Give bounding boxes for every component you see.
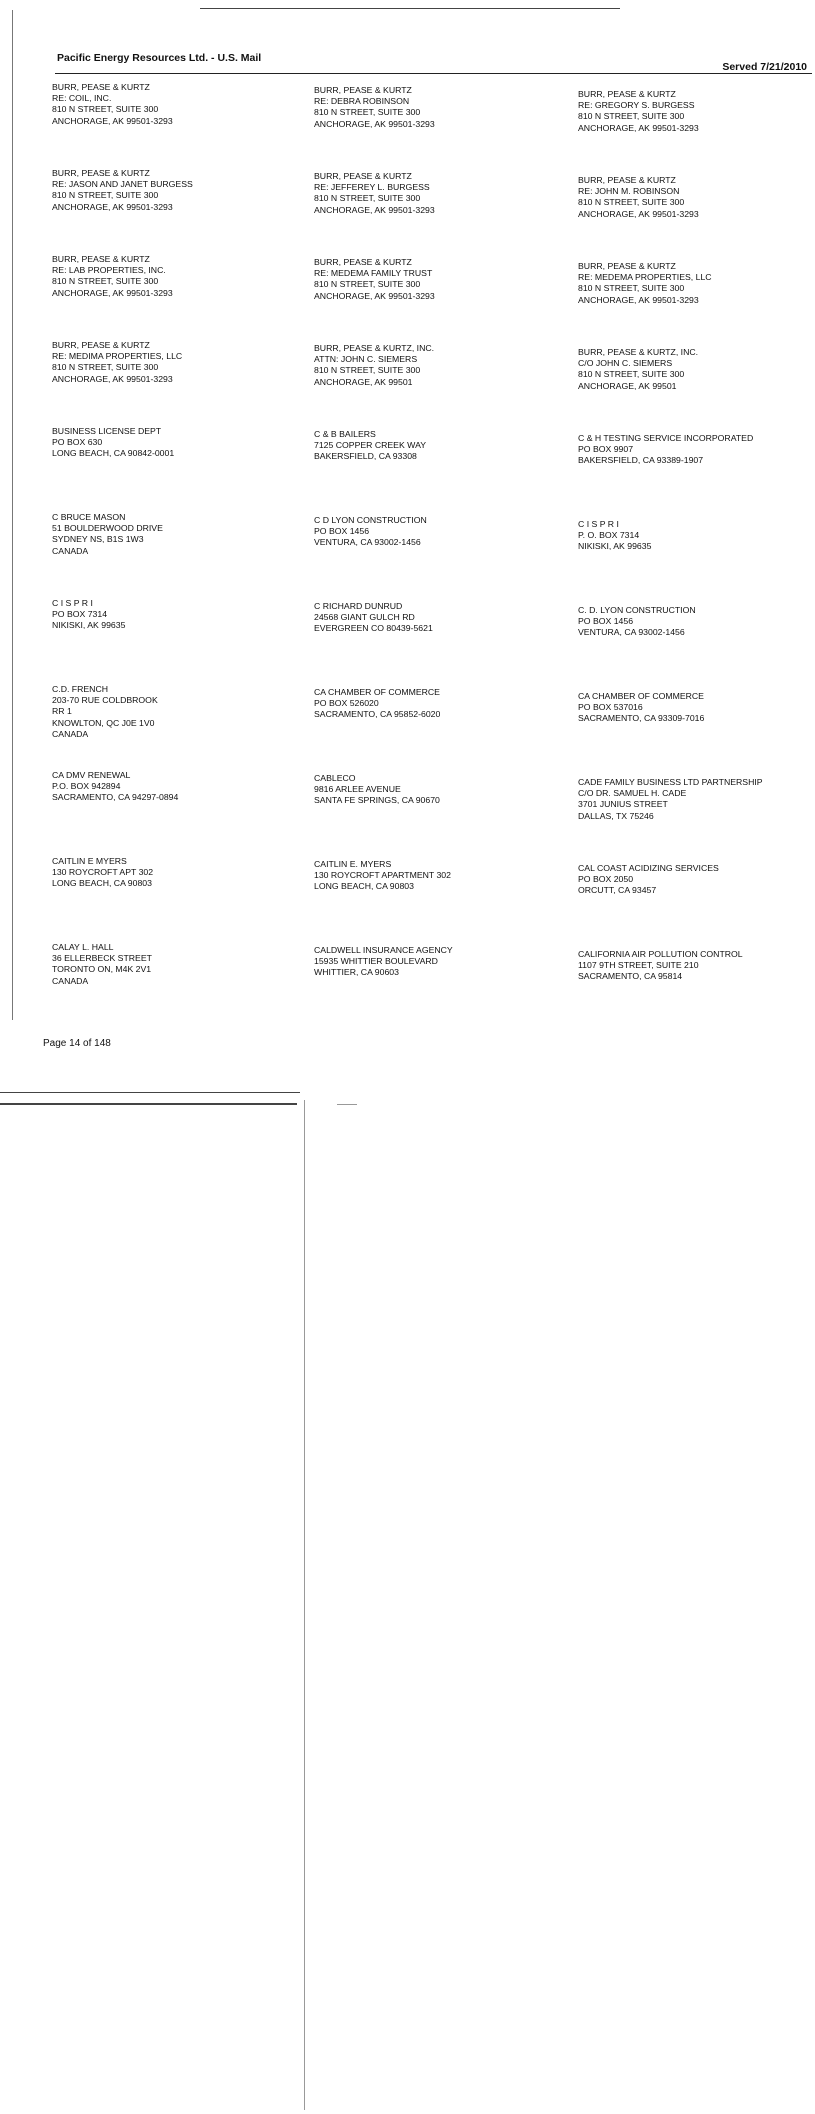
address-line: BURR, PEASE & KURTZ: [52, 340, 150, 350]
address-line: C I S P R I: [52, 598, 93, 608]
address-line: BURR, PEASE & KURTZ: [578, 89, 676, 99]
address-line: CAITLIN E. MYERS: [314, 859, 392, 869]
address-block: [578, 510, 812, 596]
address-line: RE: COIL, INC.: [52, 93, 112, 104]
address-block: [52, 338, 314, 424]
address-line: RE: JASON AND JANET BURGESS: [52, 179, 193, 190]
address-line: 810 N STREET, SUITE 300: [314, 107, 421, 118]
address-line: C & B BAILERS: [314, 429, 376, 439]
address-line: RE: JEFFEREY L. BURGESS: [314, 182, 430, 193]
scan-top-rule: [200, 8, 620, 9]
address-line: SACRAMENTO, CA 94297-0894: [52, 792, 179, 803]
address-line: P.O. BOX 942894: [52, 781, 121, 792]
address-line: C/O DR. SAMUEL H. CADE: [578, 788, 687, 799]
document-title: Pacific Energy Resources Ltd. - U.S. Mail: [57, 52, 262, 64]
address-line: BURR, PEASE & KURTZ: [314, 171, 412, 181]
address-line: CA CHAMBER OF COMMERCE: [314, 687, 440, 697]
address-line: RE: DEBRA ROBINSON: [314, 96, 410, 107]
page-number: Page 14 of 148: [43, 1038, 111, 1049]
address-line: C D LYON CONSTRUCTION: [314, 515, 427, 525]
address-line: ANCHORAGE, AK 99501-3293: [52, 201, 173, 212]
address-line: VENTURA, CA 93002-1456: [578, 627, 685, 638]
address-block: [578, 768, 812, 854]
address-line: BURR, PEASE & KURTZ: [578, 261, 676, 271]
address-line: C. D. LYON CONSTRUCTION: [578, 605, 696, 615]
address-line: C/O JOHN C. SIEMERS: [578, 358, 673, 369]
address-block: [578, 424, 812, 510]
address-line: 810 N STREET, SUITE 300: [314, 279, 421, 290]
address-line: 810 N STREET, SUITE 300: [314, 365, 421, 376]
address-block: [314, 596, 578, 682]
address-line: CADE FAMILY BUSINESS LTD PARTNERSHIP: [578, 777, 763, 787]
address-block: [314, 252, 578, 338]
address-line: PO BOX 630: [52, 437, 103, 448]
address-line: KNOWLTON, QC J0E 1V0: [52, 717, 155, 728]
address-grid: [52, 80, 812, 1026]
address-line: EVERGREEN CO 80439-5621: [314, 623, 433, 634]
address-line: SACRAMENTO, CA 95852-6020: [314, 709, 441, 720]
address-line: BURR, PEASE & KURTZ, INC.: [578, 347, 699, 357]
address-line: 810 N STREET, SUITE 300: [578, 283, 685, 294]
address-line: C.D. FRENCH: [52, 684, 108, 694]
address-line: BURR, PEASE & KURTZ: [52, 82, 150, 92]
address-block: [578, 854, 812, 940]
address-block: [578, 338, 812, 424]
address-line: BURR, PEASE & KURTZ: [52, 254, 150, 264]
address-line: LONG BEACH, CA 90803: [52, 878, 152, 889]
address-line: 7125 COPPER CREEK WAY: [314, 440, 427, 451]
address-line: P. O. BOX 7314: [578, 530, 640, 541]
address-line: RE: JOHN M. ROBINSON: [578, 186, 680, 197]
address-line: CALAY L. HALL: [52, 942, 114, 952]
address-line: BAKERSFIELD, CA 93389-1907: [578, 455, 704, 466]
address-line: RR 1: [52, 706, 72, 717]
address-line: ANCHORAGE, AK 99501-3293: [578, 122, 699, 133]
address-block: [314, 768, 578, 854]
address-block: [52, 424, 314, 510]
address-line: NIKISKI, AK 99635: [52, 620, 126, 631]
address-line: RE: GREGORY S. BURGESS: [578, 100, 695, 111]
address-block: [52, 940, 314, 1026]
address-line: SACRAMENTO, CA 95814: [578, 971, 683, 982]
address-line: ANCHORAGE, AK 99501-3293: [578, 294, 699, 305]
address-block: [578, 80, 812, 166]
address-block: [578, 166, 812, 252]
address-line: ANCHORAGE, AK 99501-3293: [314, 290, 435, 301]
scan-fold-rule-left: [0, 1092, 300, 1093]
address-line: 3701 JUNIUS STREET: [578, 799, 668, 810]
address-line: PO BOX 537016: [578, 702, 643, 713]
served-date: Served 7/21/2010: [722, 61, 807, 73]
address-line: RE: LAB PROPERTIES, INC.: [52, 265, 166, 276]
address-line: BURR, PEASE & KURTZ: [578, 175, 676, 185]
address-line: 51 BOULDERWOOD DRIVE: [52, 523, 163, 534]
address-block: [578, 252, 812, 338]
address-line: CAL COAST ACIDIZING SERVICES: [578, 863, 719, 873]
scan-small-mark: [337, 1104, 357, 1105]
address-line: ANCHORAGE, AK 99501: [578, 380, 677, 391]
address-block: [314, 166, 578, 252]
address-line: ANCHORAGE, AK 99501-3293: [52, 115, 173, 126]
address-block: [52, 596, 314, 682]
address-line: ANCHORAGE, AK 99501-3293: [52, 373, 173, 384]
address-line: BAKERSFIELD, CA 93308: [314, 451, 417, 462]
address-line: 24568 GIANT GULCH RD: [314, 612, 415, 623]
scan-fold-rule-left-2: [0, 1103, 297, 1105]
address-line: RE: MEDEMA FAMILY TRUST: [314, 268, 433, 279]
address-line: PO BOX 1456: [314, 526, 370, 537]
address-line: 130 ROYCROFT APARTMENT 302: [314, 870, 451, 881]
scan-vertical-crease: [304, 1100, 305, 2110]
address-line: 130 ROYCROFT APT 302: [52, 867, 154, 878]
address-line: SYDNEY NS, B1S 1W3: [52, 534, 144, 545]
address-line: LONG BEACH, CA 90842-0001: [52, 448, 175, 459]
address-line: CABLECO: [314, 773, 356, 783]
address-block: [314, 80, 578, 166]
address-line: BURR, PEASE & KURTZ, INC.: [314, 343, 435, 353]
address-block: [52, 166, 314, 252]
address-line: BURR, PEASE & KURTZ: [314, 257, 412, 267]
address-line: CANADA: [52, 728, 89, 739]
address-block: [52, 252, 314, 338]
address-line: LONG BEACH, CA 90803: [314, 881, 414, 892]
address-line: 810 N STREET, SUITE 300: [52, 190, 159, 201]
address-line: ORCUTT, CA 93457: [578, 885, 657, 896]
address-line: 810 N STREET, SUITE 300: [578, 369, 685, 380]
address-line: CANADA: [52, 975, 89, 986]
address-line: PO BOX 526020: [314, 698, 379, 709]
address-block: [578, 596, 812, 682]
address-line: ANCHORAGE, AK 99501-3293: [314, 204, 435, 215]
address-line: 810 N STREET, SUITE 300: [52, 104, 159, 115]
address-line: 810 N STREET, SUITE 300: [578, 197, 685, 208]
address-block: [314, 940, 578, 1026]
scan-left-edge: [12, 10, 13, 1020]
address-line: NIKISKI, AK 99635: [578, 541, 652, 552]
address-line: BURR, PEASE & KURTZ: [314, 85, 412, 95]
address-line: CA CHAMBER OF COMMERCE: [578, 691, 704, 701]
address-block: [52, 510, 314, 596]
address-line: 810 N STREET, SUITE 300: [52, 362, 159, 373]
address-block: [578, 682, 812, 768]
address-line: BUSINESS LICENSE DEPT: [52, 426, 162, 436]
address-line: 810 N STREET, SUITE 300: [52, 276, 159, 287]
address-line: RE: MEDEMA PROPERTIES, LLC: [578, 272, 712, 283]
address-line: C & H TESTING SERVICE INCORPORATED: [578, 433, 754, 443]
address-line: PO BOX 7314: [52, 609, 108, 620]
address-block: [314, 510, 578, 596]
address-line: C BRUCE MASON: [52, 512, 126, 522]
address-line: PO BOX 9907: [578, 444, 634, 455]
address-line: ANCHORAGE, AK 99501-3293: [52, 287, 173, 298]
address-line: WHITTIER, CA 90603: [314, 967, 399, 978]
address-line: ANCHORAGE, AK 99501-3293: [314, 118, 435, 129]
address-line: VENTURA, CA 93002-1456: [314, 537, 421, 548]
address-block: [314, 338, 578, 424]
address-line: C I S P R I: [578, 519, 619, 529]
address-block: [52, 854, 314, 940]
address-line: 203-70 RUE COLDBROOK: [52, 695, 158, 706]
address-line: CAITLIN E MYERS: [52, 856, 127, 866]
address-line: CALDWELL INSURANCE AGENCY: [314, 945, 453, 955]
address-block: [52, 682, 314, 768]
address-line: ANCHORAGE, AK 99501: [314, 376, 413, 387]
address-block: [52, 768, 314, 854]
address-line: ATTN: JOHN C. SIEMERS: [314, 354, 418, 365]
address-line: 810 N STREET, SUITE 300: [578, 111, 685, 122]
address-line: 15935 WHITTIER BOULEVARD: [314, 956, 438, 967]
address-line: PO BOX 2050: [578, 874, 634, 885]
address-line: BURR, PEASE & KURTZ: [52, 168, 150, 178]
address-line: ANCHORAGE, AK 99501-3293: [578, 208, 699, 219]
address-line: 810 N STREET, SUITE 300: [314, 193, 421, 204]
address-line: CALIFORNIA AIR POLLUTION CONTROL: [578, 949, 743, 959]
address-block: [52, 80, 314, 166]
address-line: 36 ELLERBECK STREET: [52, 953, 152, 964]
address-line: SACRAMENTO, CA 93309-7016: [578, 713, 705, 724]
address-block: [314, 424, 578, 510]
address-line: 9816 ARLEE AVENUE: [314, 784, 401, 795]
address-line: CANADA: [52, 545, 89, 556]
address-block: [314, 682, 578, 768]
address-line: RE: MEDIMA PROPERTIES, LLC: [52, 351, 183, 362]
address-block: [578, 940, 812, 1026]
address-line: DALLAS, TX 75246: [578, 810, 654, 821]
address-line: PO BOX 1456: [578, 616, 634, 627]
header-rule: [55, 73, 812, 74]
address-line: 1107 9TH STREET, SUITE 210: [578, 960, 699, 971]
address-block: [314, 854, 578, 940]
address-line: SANTA FE SPRINGS, CA 90670: [314, 795, 440, 806]
address-line: CA DMV RENEWAL: [52, 770, 131, 780]
address-line: TORONTO ON, M4K 2V1: [52, 964, 152, 975]
address-line: C RICHARD DUNRUD: [314, 601, 403, 611]
